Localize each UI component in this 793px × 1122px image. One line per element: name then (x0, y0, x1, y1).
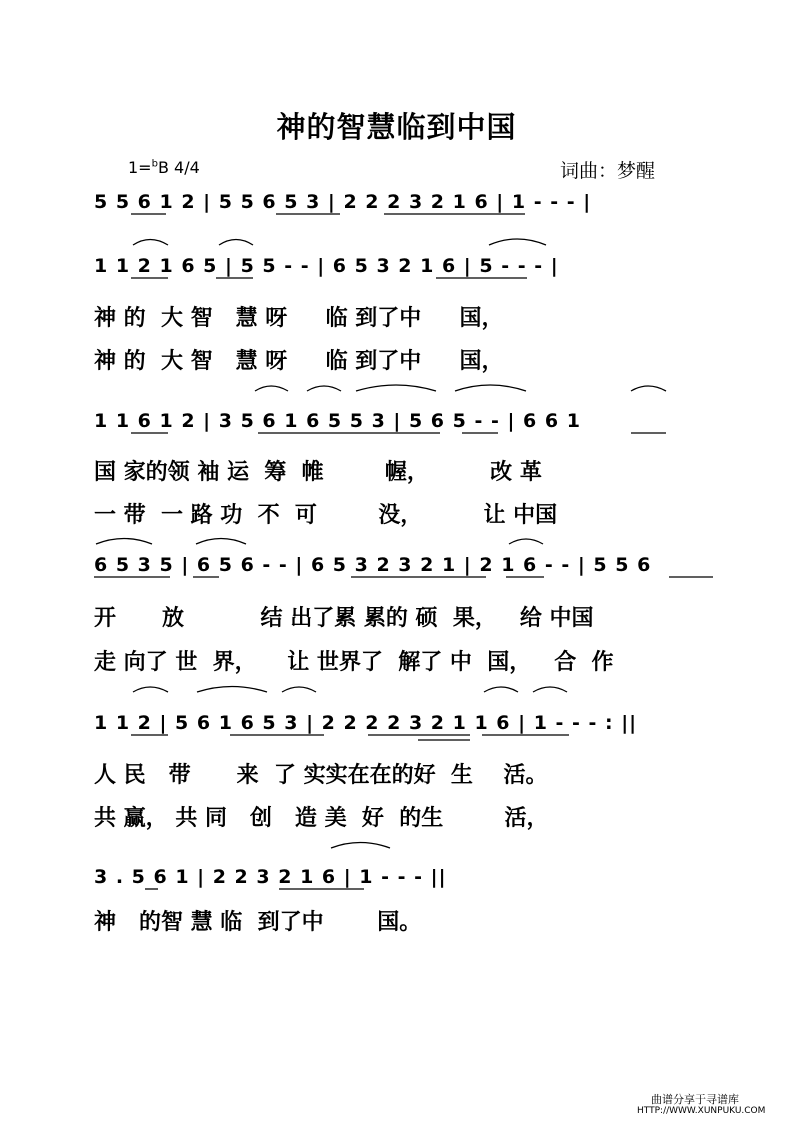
slur (96, 539, 152, 545)
lyric-line-1: 神 的 大 智 慧 呀 临 到了中 国， (94, 306, 504, 331)
lyric-line-9: 神 的智 慧 临 到了中 国。 (94, 910, 422, 935)
notation-line-2: 1 1 2 1 6 5 | 5 5 - - | 6 5 3 2 1 6 | 5 - - - | (94, 255, 559, 277)
slur (307, 386, 341, 391)
lyric-line-7: 人 民 带 来 了 实实在在的好 生 活。 (94, 763, 548, 788)
slur (133, 687, 168, 692)
lyric-line-6: 走 向了 世 界， 让 世界了 解了 中 国， 合 作 (94, 650, 614, 675)
notation-line-4: 6 5 3 5 | 6 5 6 - - | 6 5 3 2 3 2 1 | 2 1 6 - - | 5 5 6 (94, 554, 652, 576)
lyric-line-2: 神 的 大 智 慧 呀 临 到了中 国， (94, 349, 504, 374)
slur (533, 687, 567, 692)
notation-line-1: 5 5 6 1 2 | 5 5 6 5 3 | 2 2 2 3 2 1 6 | 1 - - - | (94, 191, 592, 213)
song-title: 神的智慧临到中国 (276, 110, 517, 144)
credit: 词曲：梦醒 (560, 160, 656, 182)
slur (356, 385, 436, 391)
lyric-line-4: 一 带 一 路 功 不 可 没， 让 中国 (94, 503, 558, 528)
slur (282, 687, 316, 692)
notation-line-5: 1 1 2 | 5 6 1 6 5 3 | 2 2 2 2 3 2 1 1 6 | 1 - - - : || (94, 712, 638, 734)
notation-line-3: 1 1 6 1 2 | 3 5 6 1 6 5 5 3 | 5 6 5 - - | 6 6 1 (94, 410, 581, 432)
lyric-line-5: 开 放 结 出了累 累的 硕 果， 给 中国 (94, 606, 594, 631)
slur (484, 687, 518, 692)
footer-site-name: 曲谱分享于寻谱库 (651, 1093, 739, 1106)
flat-sign: b (151, 158, 158, 170)
slur (197, 687, 267, 693)
lyric-line-3: 国 家的领 袖 运 筹 帷 幄， 改 革 (94, 460, 542, 485)
slur (489, 239, 546, 245)
slur (455, 385, 526, 391)
slur (219, 240, 253, 246)
slur (509, 539, 543, 544)
slur (331, 843, 390, 849)
notation-line-6: 3 . 5 6 1 | 2 2 3 2 1 6 | 1 - - - || (94, 866, 447, 888)
lyric-line-8: 共 赢， 共 同 创 造 美 好 的生 活， (94, 806, 549, 831)
slur (255, 386, 288, 391)
slur (133, 240, 168, 246)
key-signature: 1=$^b$B 4/4 (128, 158, 200, 177)
footer-url[interactable]: HTTP://WWW.XUNPUKU.COM (637, 1106, 766, 1116)
slur (196, 539, 246, 545)
slur (631, 386, 666, 391)
